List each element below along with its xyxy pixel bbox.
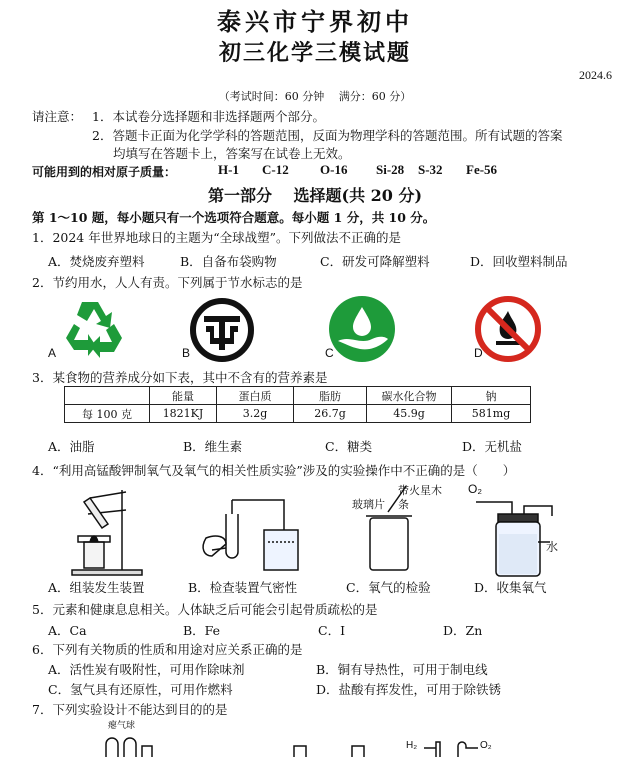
q1-option-a: A．焚烧废弃塑料	[48, 254, 145, 269]
nutrition-table	[64, 386, 531, 423]
no-fire-icon	[474, 295, 542, 363]
q4-option-b: B．检查装置气密性	[188, 580, 298, 595]
q2-letter-d: D	[474, 346, 483, 360]
atomic-mass-s: S-32	[418, 162, 443, 177]
table-cell: 蛋白质	[217, 387, 294, 405]
q6-option-c: C．氢气具有还原性，可用作燃料	[48, 682, 233, 697]
q3-stem: 3．某食物的营养成分如下表，其中不含有的营养素是	[32, 370, 328, 385]
q3-option-a: A．油脂	[48, 439, 95, 454]
table-cell: 26.7g	[294, 405, 367, 423]
glass-plate-label: 玻璃片	[352, 499, 385, 511]
table-header-row	[65, 387, 531, 405]
water-drop-hand-icon	[328, 295, 396, 363]
table-cell: 碳水化合物	[367, 387, 452, 405]
q5-option-a: A．Ca	[48, 623, 87, 638]
recycle-icon	[60, 298, 128, 358]
q2-letter-a: A	[48, 346, 57, 360]
q7-stem: 7．下列实验设计不能达到目的的是	[32, 702, 228, 717]
o2-label-q7: O₂	[480, 740, 492, 751]
q5-stem: 5．元素和健康息息相关。人体缺乏后可能会引起骨质疏松的是	[32, 602, 378, 617]
table-cell: 钠	[452, 387, 531, 405]
table-cell: 1821KJ	[150, 405, 217, 423]
note-1: 1．本试卷分选择题和非选择题两个部分。	[92, 109, 325, 124]
q6-option-d: D．盐酸有挥发性，可用于除铁锈	[316, 682, 502, 697]
atomic-mass-si: Si-28	[376, 162, 405, 177]
exam-meta: （考试时间：60 分钟 满分：60 分）	[218, 90, 412, 103]
q2-letter-c: C	[325, 346, 334, 360]
exam-title: 初三化学三模试题	[218, 40, 411, 66]
table-cell: 脂肪	[294, 387, 367, 405]
table-cell	[65, 387, 150, 405]
q1-option-d: D．回收塑料制品	[470, 254, 568, 269]
table-row	[65, 405, 531, 423]
q5-option-b: B．Fe	[183, 623, 221, 638]
atomic-mass-o: O-16	[320, 162, 348, 177]
q4-option-c: C．氧气的检验	[346, 580, 431, 595]
gas-collection-icon	[468, 488, 568, 580]
exam-date: 2024.6	[579, 68, 612, 82]
q5-option-d: D．Zn	[443, 623, 483, 638]
q1-stem: 1．2024 年世界地球日的主题为“全球战塑”。下列做法不正确的是	[32, 230, 402, 245]
water-label: 水	[546, 540, 559, 554]
q7-gas-tube-icon	[422, 740, 482, 757]
q3-option-b: B．维生素	[183, 439, 243, 454]
q7-beaker-icon	[292, 742, 382, 757]
q5-option-c: C．I	[318, 623, 346, 638]
q3-option-d: D．无机盐	[462, 439, 523, 454]
table-cell: 每 100 克	[65, 405, 150, 423]
table-cell: 45.9g	[367, 405, 452, 423]
table-cell: 3.2g	[217, 405, 294, 423]
o2-label: O₂	[468, 482, 482, 496]
atomic-mass-c: C-12	[262, 162, 289, 177]
balloon-apparatus-icon	[100, 728, 160, 757]
splint-label: 带火星木条	[398, 485, 442, 511]
q6-option-a: A．活性炭有吸附性，可用作除味剂	[48, 662, 245, 677]
school-name: 泰兴市宁界初中	[217, 7, 413, 36]
note-2: 2．答题卡正面为化学学科的答题范围，反面为物理学科的答题范围。所有试题的答案	[92, 128, 563, 143]
table-cell: 581mg	[452, 405, 531, 423]
q6-stem: 6．下列有关物质的性质和用途对应关系正确的是	[32, 642, 303, 657]
q2-stem: 2．节约用水，人人有责。下列属于节水标志的是	[32, 275, 303, 290]
h2-label: H₂	[406, 740, 418, 751]
table-cell: 能量	[150, 387, 217, 405]
atomic-label: 可能用到的相对原子质量：	[32, 165, 177, 179]
section-instruction: 第 1～10 题，每小题只有一个选项符合题意。每小题 1 分，共 10 分。	[32, 210, 436, 225]
notes-lead: 请注意：	[32, 109, 83, 124]
q1-option-c: C．研发可降解塑料	[320, 254, 430, 269]
q3-option-c: C．糖类	[325, 439, 373, 454]
generation-apparatus-icon	[70, 484, 148, 576]
note-2b: 均填写在答题卡上，答案写在试卷上无效。	[113, 146, 351, 161]
q6-option-b: B．铜有导热性，可用于制电线	[316, 662, 488, 677]
atomic-mass-h: H-1	[218, 162, 239, 177]
section-title: 第一部分 选择题(共 20 分)	[207, 186, 423, 205]
q4-stem: 4．“利用高锰酸钾制氧气及氧气的相关性质实验”涉及的实验操作中不正确的是（ ）	[32, 463, 516, 478]
q2-letter-b: B	[182, 346, 191, 360]
q4-option-d: D．收集氧气	[474, 580, 547, 595]
water-saving-b-icon	[190, 298, 254, 362]
atomic-mass-fe: Fe-56	[466, 162, 498, 177]
q4-option-a: A．组装发生装置	[48, 580, 145, 595]
balloon-label: 瘪气球	[108, 720, 136, 730]
airtightness-check-icon	[198, 490, 302, 576]
q1-option-b: B．自备布袋购物	[180, 254, 277, 269]
